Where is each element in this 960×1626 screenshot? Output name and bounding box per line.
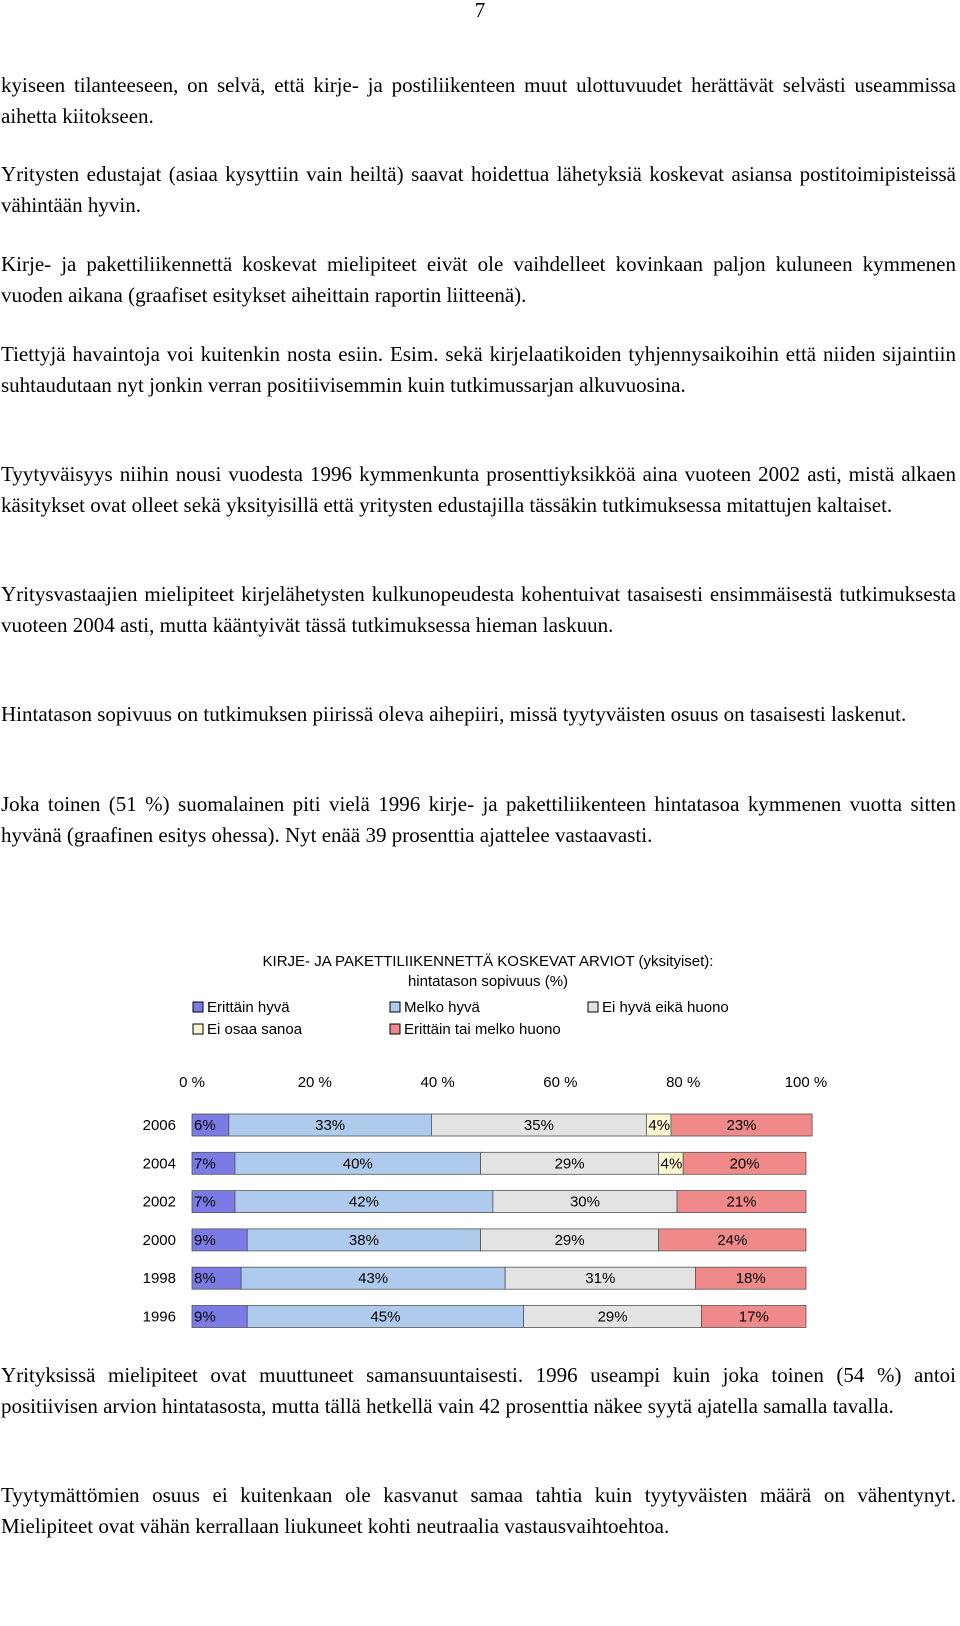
data-label: 29%	[554, 1155, 585, 1173]
data-label: 8%	[194, 1270, 216, 1288]
legend-swatch	[390, 1002, 400, 1012]
stacked-bar-chart	[0, 950, 960, 1370]
y-tick-label: 2000	[142, 1231, 176, 1249]
x-tick-label: 100 %	[784, 1074, 828, 1091]
y-tick-label: 1996	[142, 1308, 176, 1326]
paragraph: Yritysten edustajat (asiaa kysyttiin vain heiltä) saavat hoidettua lähetyksiä koskevat asiansa postitoimipisteissä vähintään hyvin.	[1, 162, 956, 217]
legend-label: Ei hyvä eikä huono	[602, 999, 729, 1016]
data-label: 38%	[348, 1231, 379, 1249]
legend-swatch	[193, 1002, 203, 1012]
paragraph: Joka toinen (51 %) suomalainen piti vielä 1996 kirje- ja pakettiliikenteen hintatasoa kymmenen vuotta sitten hyvänä (graafinen esitys ohessa). Nyt enää 39 prosenttia ajattelee vastaavasti.	[1, 792, 956, 847]
data-label: 7%	[194, 1193, 216, 1211]
data-label: 7%	[194, 1155, 216, 1173]
legend-swatch	[588, 1002, 598, 1012]
chart-subtitle: hintatason sopivuus (%)	[407, 973, 569, 990]
data-label: 9%	[194, 1308, 216, 1326]
data-label: 9%	[194, 1231, 216, 1249]
chart-legend	[193, 999, 729, 1038]
legend-label: Ei osaa sanoa	[207, 1021, 303, 1038]
paragraph: Hintatason sopivuus on tutkimuksen piirissä oleva aihepiiri, missä tyytyväisten osuus on tasaisesti laskenut.	[1, 702, 907, 726]
x-tick-label: 40 %	[420, 1074, 455, 1091]
data-label: 23%	[726, 1117, 757, 1134]
data-label: 17%	[738, 1308, 769, 1326]
y-tick-label: 1998	[142, 1270, 176, 1288]
paragraph: Tiettyjä havaintoja voi kuitenkin nosta esiin. Esim. sekä kirjelaatikoiden tyhjennysaikoihin että niiden sijaintiin suhtaudutaan nyt jonkin verran positiivisemmin kuin tutkimussarjan alkuvuosina.	[1, 342, 956, 397]
x-axis	[179, 1074, 827, 1091]
data-label: 24%	[717, 1231, 748, 1249]
legend-label: Erittäin tai melko huono	[404, 1021, 561, 1038]
y-tick-label: 2004	[142, 1155, 176, 1173]
paragraph: Tyytyväisyys niihin nousi vuodesta 1996 kymmenkunta prosenttiyksikköä aina vuoteen 2002 asti, mistä alkaen käsitykset ovat olleet sekä yksityisillä että yritysten edustajilla tässäkin tutkimuksessa mitattujen kaltaiset.	[1, 462, 956, 517]
data-label: 4%	[648, 1117, 671, 1134]
data-label: 21%	[726, 1193, 757, 1211]
legend-label: Melko hyvä	[404, 999, 480, 1016]
data-label: 30%	[569, 1193, 600, 1211]
data-label: 31%	[585, 1270, 616, 1288]
x-tick-label: 0 %	[179, 1074, 205, 1091]
paragraph: Tyytymättömien osuus ei kuitenkaan ole kasvanut samaa tahtia kuin tyytyväisten määrä on vähentynyt. Mielipiteet ovat vähän kerrallaan liukuneet kohti neutraalia vastausvaihtoehtoa.	[1, 1483, 956, 1538]
paragraph: Yritysvastaajien mielipiteet kirjelähetysten kulkunopeudesta kohentuivat tasaisesti ensimmäisestä tutkimuksesta vuoteen 2004 asti, mutta kääntyivät tässä tutkimuksessa hieman laskuun.	[1, 582, 956, 637]
data-label: 18%	[735, 1270, 766, 1288]
chart-figure	[0, 950, 960, 1370]
data-label: 4%	[660, 1155, 683, 1173]
data-label: 35%	[523, 1117, 554, 1134]
data-label: 42%	[348, 1193, 379, 1211]
paragraph: Yrityksissä mielipiteet ovat muuttuneet samansuuntaisesti. 1996 useampi kuin joka toinen (54 %) antoi positiivisen arvion hintatasosta, mutta tällä hetkellä vain 42 prosenttia näkee syytä ajatella samalla tavalla.	[1, 1363, 956, 1418]
page-number: 7	[474, 0, 486, 22]
data-label: 6%	[194, 1117, 216, 1134]
y-tick-label: 2006	[142, 1117, 176, 1134]
chart-title: KIRJE- JA PAKETTILIIKENNETTÄ KOSKEVAT ARVIOT (yksityiset):	[262, 953, 714, 970]
data-label: 40%	[342, 1155, 373, 1173]
data-label: 20%	[729, 1155, 760, 1173]
bars	[192, 1114, 812, 1328]
legend-swatch	[390, 1024, 400, 1034]
data-label: 33%	[315, 1117, 346, 1134]
legend-swatch	[193, 1024, 203, 1034]
x-tick-label: 80 %	[666, 1074, 701, 1091]
legend-label: Erittäin hyvä	[207, 999, 290, 1016]
data-label: 45%	[370, 1308, 401, 1326]
data-label: 43%	[358, 1270, 389, 1288]
paragraph: kyiseen tilanteeseen, on selvä, että kirje- ja postiliikenteen muut ulottuvuudet herättävät selvästi useammissa aihetta kiitokseen.	[1, 73, 956, 128]
paragraph: Kirje- ja pakettiliikennettä koskevat mielipiteet eivät ole vaihdelleet kovinkaan paljon kuluneen kymmenen vuoden aikana (graafiset esitykset aiheittain raportin liitteenä).	[1, 252, 956, 307]
x-tick-label: 60 %	[543, 1074, 578, 1091]
data-label: 29%	[597, 1308, 628, 1326]
y-axis	[143, 1117, 176, 1326]
data-label: 29%	[554, 1231, 585, 1249]
y-tick-label: 2002	[142, 1193, 176, 1211]
x-tick-label: 20 %	[297, 1074, 332, 1091]
